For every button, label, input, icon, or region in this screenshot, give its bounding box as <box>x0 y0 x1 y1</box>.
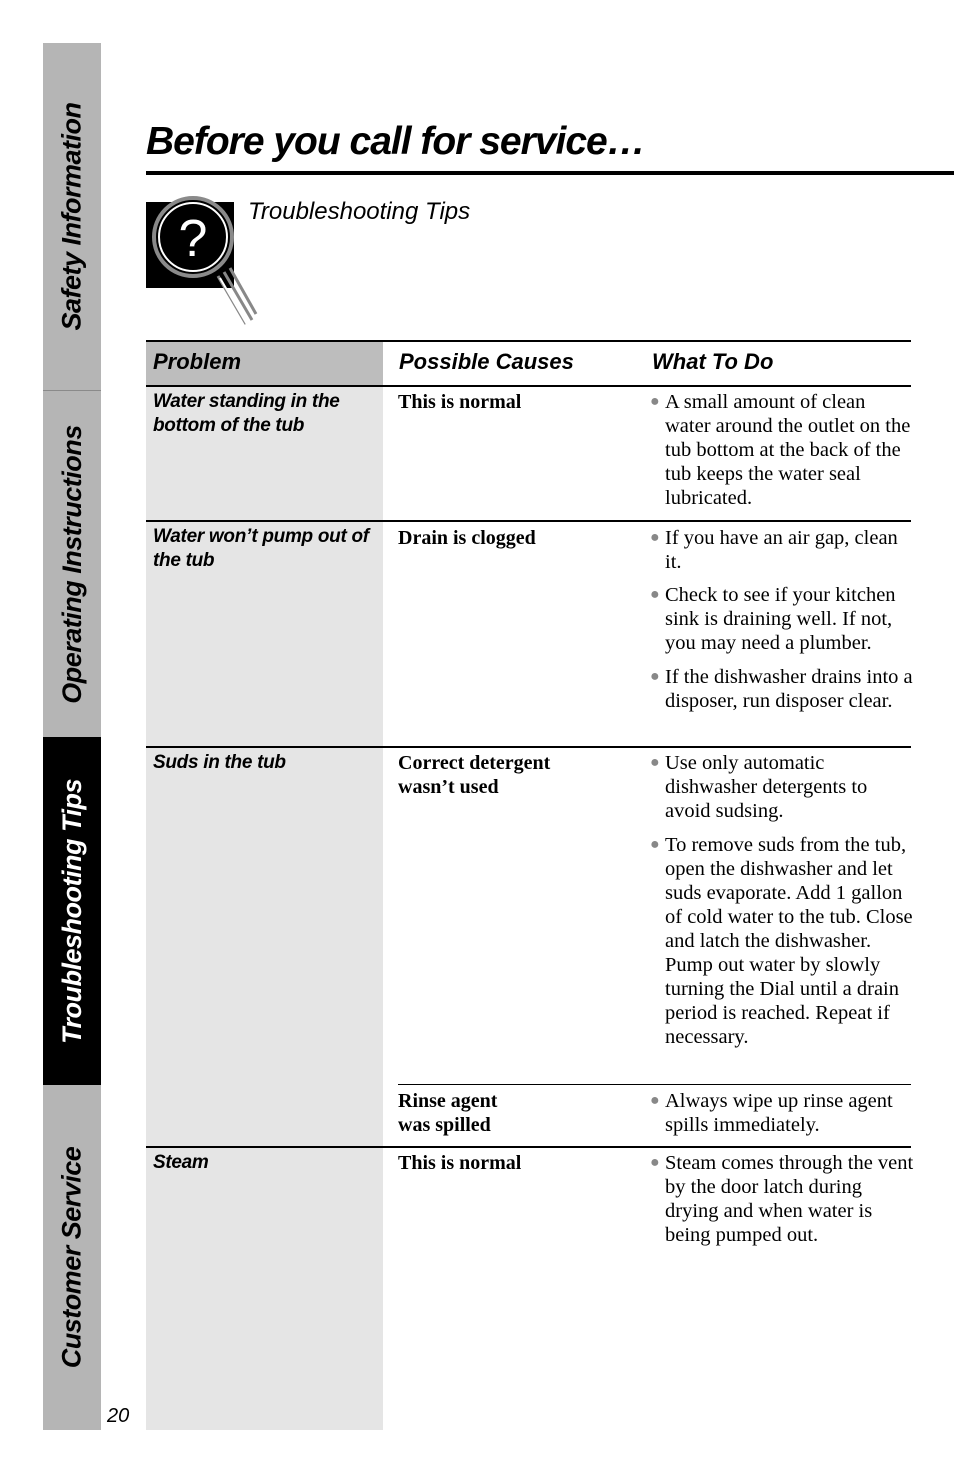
cause-cell: Drain is clogged <box>398 527 536 549</box>
problem-cell: Water won’t pump out of the tub <box>153 526 369 571</box>
action-text: Steam comes through the vent by the door latch during drying and when water is being pumped out. <box>665 1152 914 1246</box>
row-divider <box>146 520 911 522</box>
problem-cell: Water standing in the bottom of the tub <box>153 391 340 436</box>
svg-text:?: ? <box>178 210 208 268</box>
problem-cell: Steam <box>153 1152 209 1173</box>
cause-cell: This is normal <box>398 391 522 413</box>
cause-cell: Rinse agent was spilled <box>398 1090 498 1136</box>
bullet-icon: ● <box>650 529 660 546</box>
bullet-icon: ● <box>650 1092 660 1109</box>
action-text: Always wipe up rinse agent spills immediately. <box>665 1090 893 1136</box>
row-divider <box>146 1146 911 1148</box>
action-text: If you have an air gap, clean it. <box>665 527 898 573</box>
cause-cell: Correct detergent wasn’t used <box>398 752 551 798</box>
row-divider <box>146 746 911 748</box>
bullet-icon: ● <box>650 754 660 771</box>
section-subtitle: Troubleshooting Tips <box>248 198 471 225</box>
bullet-icon: ● <box>650 668 660 685</box>
action-text: A small amount of clean water around the outlet on the tub bottom at the back of the tub keeps the water seal lubricated. <box>665 391 911 509</box>
header-what-to-do: What To Do <box>652 349 774 374</box>
page-title: Before you call for service… <box>146 120 645 163</box>
header-possible-causes: Possible Causes <box>399 349 574 374</box>
action-text: To remove suds from the tub, open the dishwasher and let suds evaporate. Add 1 gallon of cold water to the tub. Close and latch the dishwasher. Pump out water by slowly turning the Dial until a drain period is reached. Repeat if necessary. <box>665 834 913 1048</box>
tab-customer-service[interactable] <box>43 1085 101 1430</box>
action-text: Use only automatic dishwasher detergents to avoid sudsing. <box>665 752 868 822</box>
action-item <box>650 751 915 823</box>
action-item <box>650 1089 915 1137</box>
tab-label: Troubleshooting Tips <box>56 778 87 1044</box>
action-item <box>650 390 915 510</box>
action-item <box>650 665 915 713</box>
tab-operating-instructions[interactable] <box>43 391 101 737</box>
problem-column-background <box>146 342 383 1430</box>
title-divider <box>146 171 954 175</box>
action-text: Check to see if your kitchen sink is draining well. If not, you may need a plumber. <box>665 584 896 654</box>
tab-troubleshooting-tips[interactable] <box>43 737 101 1085</box>
action-text: If the dishwasher drains into a disposer, run disposer clear. <box>665 666 913 712</box>
action-item <box>650 583 915 655</box>
action-item <box>650 833 915 1049</box>
bullet-icon: ● <box>650 1154 660 1171</box>
action-item <box>650 1151 915 1247</box>
problem-cell: Suds in the tub <box>153 752 286 773</box>
bullet-icon: ● <box>650 393 660 410</box>
tab-label: Safety Information <box>56 102 87 331</box>
question-magnifier-icon <box>146 196 261 331</box>
action-item <box>650 526 915 574</box>
header-problem: Problem <box>153 349 242 374</box>
bullet-icon: ● <box>650 586 660 603</box>
tab-label: Operating Instructions <box>56 424 87 704</box>
tab-safety-information[interactable] <box>43 43 101 390</box>
page-number: 20 <box>107 1405 130 1427</box>
tab-label: Customer Service <box>56 1146 87 1369</box>
bullet-icon: ● <box>650 836 660 853</box>
cause-cell: This is normal <box>398 1152 522 1174</box>
header-bottom-rule <box>146 385 911 387</box>
sub-row-divider <box>398 1084 911 1085</box>
